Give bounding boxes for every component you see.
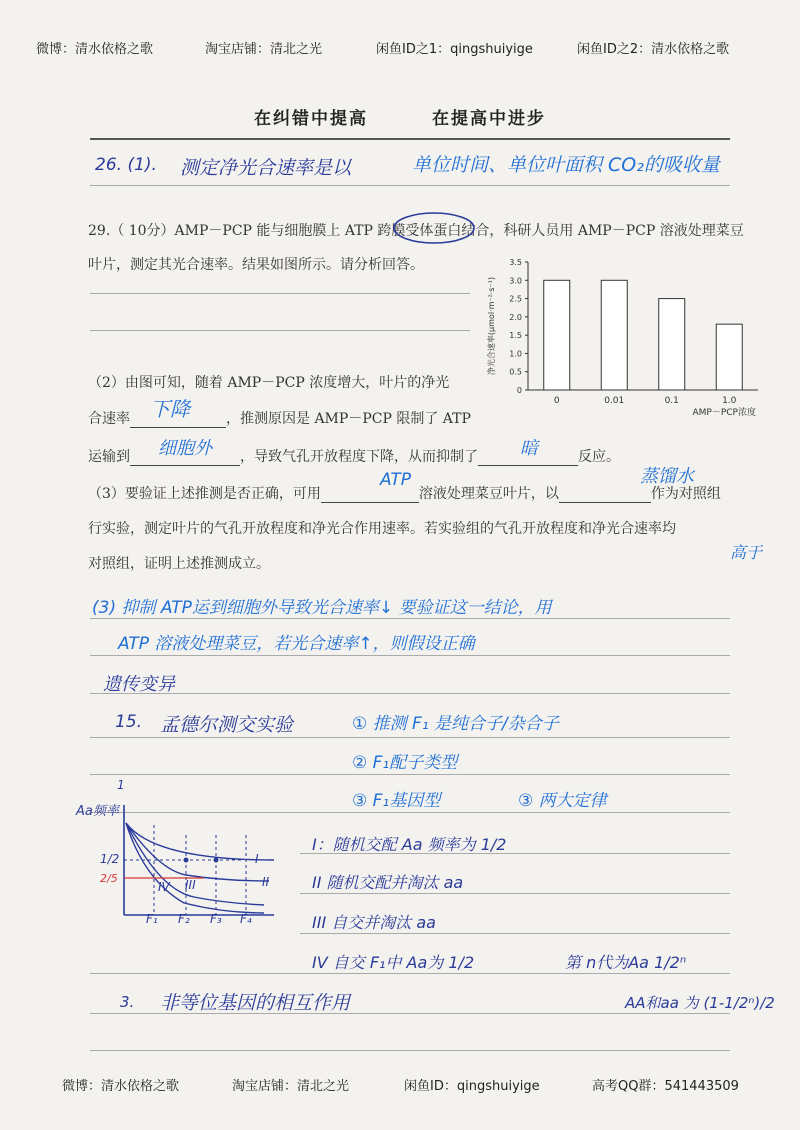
ans-p2-c1: 细胞外 [158,438,212,459]
p2-b-post: ，推测原因是 AMP－PCP 限制了 ATP [226,411,471,427]
g-frac: 2/5 [100,872,118,885]
page-title [0,104,800,129]
p2-b-pre: 合速率 [88,411,130,427]
q3b-text: 非等位基因的相互作用 [160,992,351,1014]
q15-item3a: ③ F₁基因型 [352,791,441,811]
g-curve-1: I [255,852,259,866]
header-weibo: 微博：清水依格之歌 [36,42,154,57]
g-x2: F₂ [178,912,190,926]
ans-p2-b: 下降 [150,397,190,421]
q29-p3-b: 行实验，测定叶片的气孔开放程度和净光合作用速率。若实验组的气孔开放程度和净光合速率均 [88,521,676,537]
x-tick-label: 0.1 [664,396,679,406]
g-II: II 随机交配并淘汰 aa [312,873,464,892]
g-x3: F₃ [210,912,222,926]
x-axis-label: AMP－PCP浓度 [692,408,756,417]
footer-weibo: 微博：清水依格之歌 [62,1079,180,1094]
g-top: 1 [117,778,125,792]
p3-a-mid: 溶液处理菜豆叶片，以 [418,486,559,502]
note-q3-explain-1: (3) 抑制 ATP运到细胞外导致光合速率↓ 要验证这一结论，用 [92,598,552,618]
y-tick-label: 3.0 [509,276,522,286]
header-xianyu-1: 闲鱼ID之1：qingshuiyige [376,42,533,57]
line-rule [90,655,730,656]
q29-p3-c: 对照组，证明上述推测成立。 [88,556,270,572]
x-tick-label: 0.01 [604,396,625,406]
bar [601,280,627,390]
footer-taobao: 淘宝店铺：清北之光 [232,1079,350,1094]
note-q3-explain-2: ATP 溶液处理菜豆，若光合速率↑，则假设正确 [118,634,475,654]
g-III: III 自交并淘汰 aa [312,913,436,932]
q29-intro-1: 29.（ 10分）AMP－PCP 能与细胞膜上 ATP 跨膜受体蛋白结合，科研人员用 AMP－PCP 溶液处理菜豆 [88,223,744,239]
line-rule [90,737,730,738]
p3-a-pre: （3）要验证上述推测是否正确，可用 [88,486,321,502]
y-tick-label: 0 [516,386,522,395]
q15-item3b: ③ 两大定律 [518,791,607,811]
q26-text: 测定净光合速率是以 [180,157,352,179]
p2-c-post: 反应。 [578,449,620,465]
g-x1: F₁ [146,912,158,926]
line-rule [90,1050,730,1051]
note-section: 遗传变异 [103,674,175,695]
ans-p3-b: 高于 [730,543,763,562]
x-tick-label: 0 [553,396,560,406]
q29-p2-a: （2）由图可知，随着 AMP－PCP 浓度增大，叶片的净光 [88,375,450,391]
title-left: 在纠错中提高 [254,109,369,129]
g-curve-3: III [185,878,196,892]
bar [659,299,685,390]
y-tick-label: 2.0 [509,312,522,322]
g-IV-a: IV 自交 F₁中 Aa为 1/2 [312,953,475,972]
q15-title: 孟德尔测交实验 [160,714,294,736]
circle-mark [392,210,476,246]
y-tick-label: 2.5 [509,294,522,304]
line-rule [300,853,730,854]
footer-qq: 高考QQ群：541443509 [592,1079,739,1094]
p2-c-pre: 运输到 [88,449,130,465]
y-tick-label: 1.0 [509,349,522,359]
q29-intro-2: 叶片，测定其光合速率。结果如图所示。请分析回答。 [88,257,424,273]
p2-c-mid: ，导致气孔开放程度下降，从而抑制了 [240,449,478,465]
blank-p3a1 [321,488,419,503]
line-rule [90,1013,730,1014]
blank-p3a2 [559,488,651,503]
y-tick-label: 3.5 [509,258,522,267]
line-rule [90,693,730,694]
g-I: I：随机交配 Aa 频率为 1/2 [312,835,507,854]
line-rule [90,618,730,619]
header-taobao: 淘宝店铺：清北之光 [205,42,323,57]
g-curve-2: II [262,875,270,889]
q3b-label: 3. [120,993,135,1011]
g-ylabel: Aa频率 [76,804,119,819]
q15-item1: ① 推测 F₁ 是纯合子/杂合子 [352,714,559,734]
line-rule [90,185,730,186]
g-x4: F₄ [240,912,252,926]
line-rule [300,893,730,894]
q15-item2: ② F₁配子类型 [352,753,458,773]
q3b-formula: AA和aa 为 (1-1/2ⁿ)/2 [625,994,775,1012]
footer-xianyu: 闲鱼ID：qingshuiyige [404,1079,540,1094]
q26-prefix: 26. (1). [95,155,157,175]
title-right: 在提高中进步 [431,109,546,129]
q15-label: 15. [115,712,143,732]
p3-a-post: 作为对照组 [650,486,721,502]
ans-p3-a2: 蒸馏水 [640,466,694,487]
x-tick-label: 1.0 [722,396,737,406]
header-xianyu-2: 闲鱼ID之2：清水依格之歌 [577,42,730,57]
g-half: 1/2 [100,852,120,866]
y-tick-label: 1.5 [509,331,522,341]
bar-chart-svg [478,252,778,417]
line-rule [90,293,470,294]
y-tick-label: 0.5 [509,367,522,377]
bar [716,324,742,390]
ans-p2-c2: 暗 [520,438,538,459]
y-axis-label: 净光合速率(μmol·m⁻²·s⁻¹) [487,276,496,376]
bar [544,280,570,390]
ans-p3-a1: ATP [380,470,412,490]
q29-p2-b [88,408,471,428]
line-rule [300,933,730,934]
g-curve-4: IV [158,880,170,894]
line-rule [90,973,730,974]
g-IV-b: 第 n代为Aa 1/2ⁿ [565,953,687,972]
line-rule [90,330,470,331]
q26-answer: 单位时间、单位叶面积 CO₂的吸收量 [412,154,720,176]
title-rule [90,138,730,140]
